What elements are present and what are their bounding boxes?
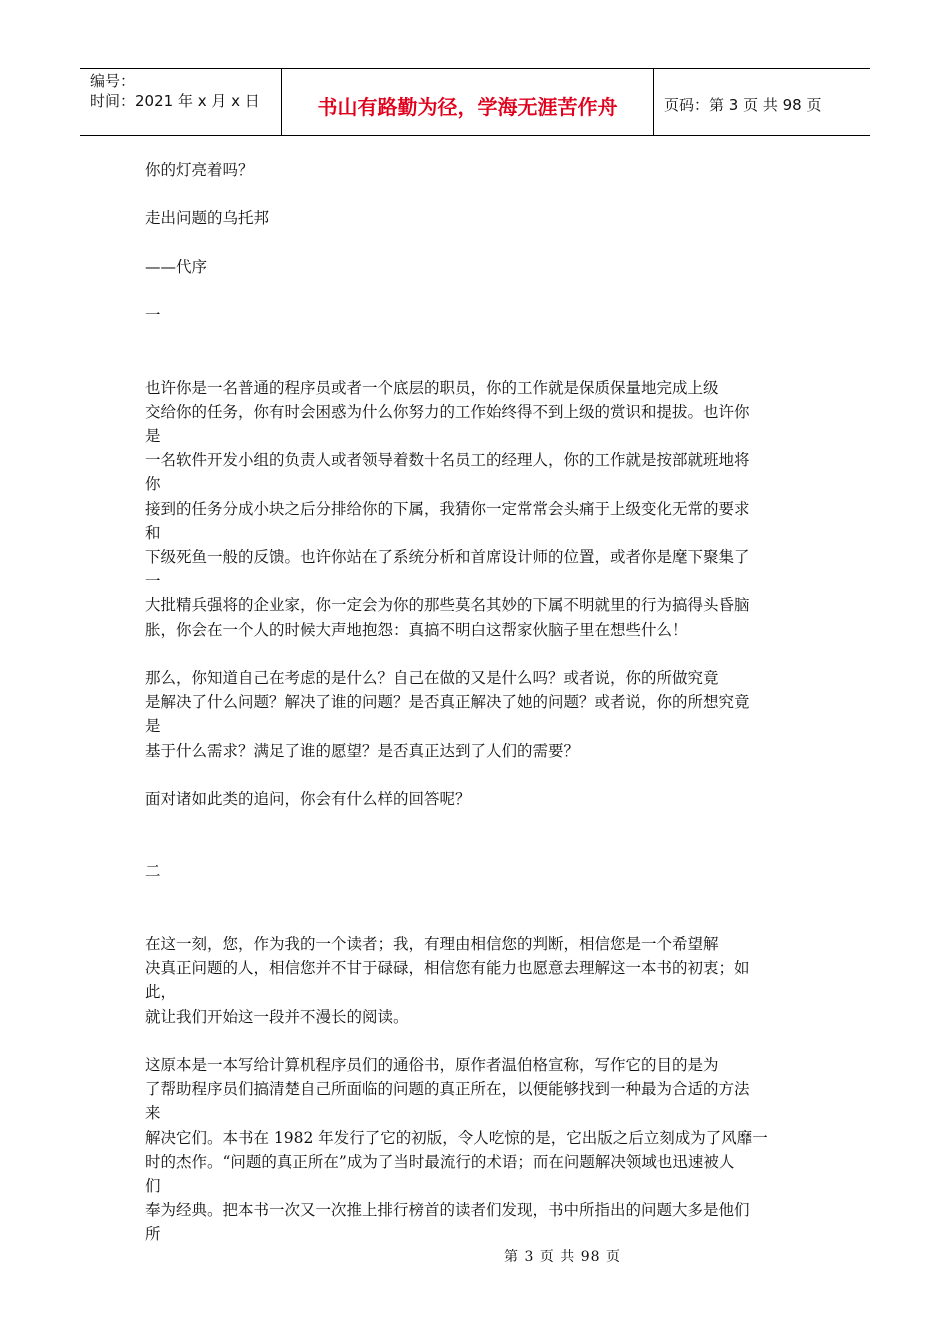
blank-line [145, 352, 815, 376]
text-line: 也许你是一名普通的程序员或者一个底层的职员，你的工作就是保质保量地完成上级 [145, 378, 719, 397]
blank-line [145, 182, 815, 206]
text-line: 解决它们。本书在 1982 年发行了它的初版，令人吃惊的是，它出版之后立刻成为了风靡一 [145, 1128, 768, 1147]
document-body [145, 158, 815, 1246]
text-line: 在这一刻，您，作为我的一个读者；我，有理由相信您的判断，相信您是一个希望解 [145, 935, 719, 953]
header-motto-cell [282, 69, 654, 135]
blank-line [145, 231, 815, 255]
text-line: 二 [145, 862, 161, 881]
text-line: 基于什么需求？满足了谁的愿望？是否真正达到了人们的需要？ [145, 741, 580, 760]
header-motto: 书山有路勤为径，学海无涯苦作舟 [317, 94, 618, 119]
blank-line [145, 763, 815, 787]
text-line: 了帮助程序员们搞清楚自己所面临的问题的真正所在，以便能够找到一种最为合适的方法 [145, 1080, 750, 1099]
document-number-label: 编号： [90, 72, 136, 90]
text-line: 胀，你会在一个人的时候大声地抱怨：真搞不明白这帮家伙脑子里在想些什么！ [145, 620, 688, 639]
text-line: 走出问题的乌托邦 [145, 209, 270, 228]
text-line: 大批精兵强将的企业家，你一定会为你的那些莫名其妙的下属不明就里的行为搞得头昏脑 [145, 596, 750, 615]
blank-line [145, 835, 815, 859]
text-line: ——代序 [145, 257, 208, 276]
text-line: 接到的任务分成小块之后分排给你的下属，我猜你一定常常会头痛于上级变化无常的要求 [145, 499, 750, 518]
page-footer [0, 1246, 950, 1266]
blank-line [145, 327, 815, 351]
text-line: 一 [145, 572, 161, 591]
text-line: 时的杰作。“问题的真正所在”成为了当时最流行的术语；而在问题解决领域也迅速被人 [145, 1152, 735, 1171]
text-line: 那么，你知道自己在考虑的是什么？自己在做的又是什么吗？或者说，你的所做究竟 [145, 668, 719, 687]
blank-line [145, 279, 815, 303]
text-line: 你 [145, 475, 161, 494]
text-line: 面对诸如此类的追问，你会有什么样的回答呢？ [145, 789, 471, 808]
blank-line [145, 811, 815, 835]
text-line: 就让我们开始这一段并不漫长的阅读。 [145, 1007, 409, 1026]
page-header [80, 68, 870, 136]
text-line: 一名软件开发小组的负责人或者领导着数十名员工的经理人，你的工作就是按部就班地将 [145, 451, 750, 470]
blank-line [145, 1029, 815, 1053]
text-line: 是 [145, 427, 161, 446]
text-line: 交给你的任务，你有时会困惑为什么你努力的工作始终得不到上级的赏识和提拔。也许你 [145, 402, 750, 421]
header-page-cell [654, 69, 870, 135]
text-line: 和 [145, 523, 161, 542]
footer-page-number: 第 3 页 共 98 页 [504, 1249, 621, 1265]
text-line: 来 [145, 1104, 161, 1123]
blank-line [145, 642, 815, 666]
blank-line [145, 884, 815, 908]
document-time-label: 时间：2021 年 x 月 x 日 [90, 92, 260, 110]
header-page-info: 页码：第 3 页 共 98 页 [664, 95, 822, 114]
text-line: 所 [145, 1225, 161, 1244]
text-line: 下级死鱼一般的反馈。也许你站在了系统分析和首席设计师的位置，或者你是麾下聚集了 [145, 548, 750, 566]
text-line: 奉为经典。把本书一次又一次推上排行榜首的读者们发现，书中所指出的问题大多是他们 [145, 1201, 750, 1220]
text-line: 们 [145, 1176, 161, 1195]
text-line: 是 [145, 717, 161, 736]
text-line: 是解决了什么问题？解决了谁的问题？是否真正解决了她的问题？或者说，你的所想究竟 [145, 693, 750, 712]
text-line: 你的灯亮着吗？ [145, 161, 254, 179]
text-line: 决真正问题的人，相信您并不甘于碌碌，相信您有能力也愿意去理解这一本书的初衷；如 [145, 959, 750, 978]
header-meta-cell [80, 69, 282, 135]
text-line: 此， [145, 983, 177, 1002]
blank-line [145, 908, 815, 932]
text-line: 这原本是一本写给计算机程序员们的通俗书，原作者温伯格宣称，写作它的目的是为 [145, 1055, 719, 1074]
text-line: 一 [145, 306, 161, 325]
